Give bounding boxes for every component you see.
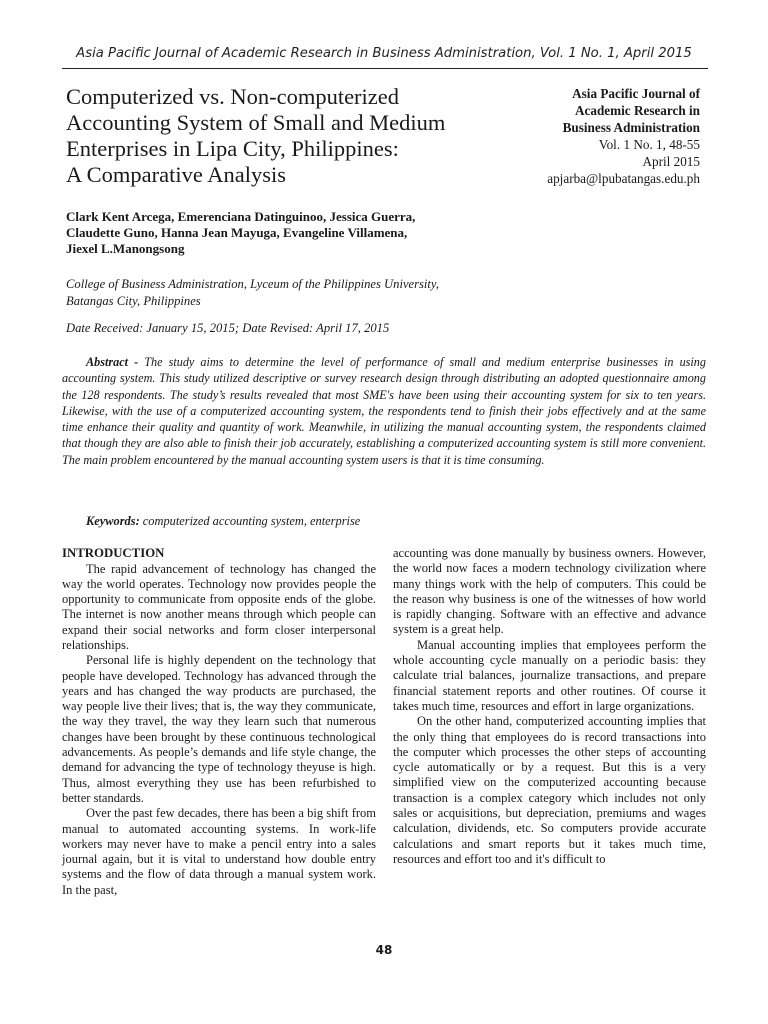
title-line: A Comparative Analysis xyxy=(66,162,286,187)
journal-info xyxy=(460,85,700,187)
article-title xyxy=(66,84,466,188)
left-column xyxy=(62,546,376,898)
keywords-text: computerized accounting system, enterprise xyxy=(139,514,361,528)
page-number: 48 xyxy=(375,943,393,957)
keywords-label: Keywords: xyxy=(86,514,140,528)
body-paragraph: Personal life is highly dependent on the technology that people have developed. Technology has advanced through the years and has changed the way products are purchased, the way people live their lives; that is, the way they communicate, the way they travel, the way they learn such that numerous changes have been brought by these continuous technological advancements. As people’s demands and life style change, the demand for advancing the type of technology theyuse is high. Thus, almost everything they use has been refurbished to better standards. xyxy=(62,653,376,805)
submission-dates: Date Received: January 15, 2015; Date Revised: April 17, 2015 xyxy=(66,321,390,335)
abstract-text: The study aims to determine the level of performance of small and medium enterprise businesses in using accounting system. This study utilized descriptive or survey research design through distributing an adopted questionnaire among the 128 respondents. The study’s results revealed that most SME's have been using their accounting system for six to ten years. Likewise, with the use of a computerized accounting system, the respondents tend to finish their jobs effectively and at the same time enhance their quality and quantity of work. Meanwhile, in utilizing the manual accounting system, the respondents claimed that though they are also able to finish their job accurately, establishing a computerized accounting system is still more convenient. The main problem encountered by the manual accounting system users is that it is time consuming. xyxy=(62,355,706,467)
author-line: Clark Kent Arcega, Emerenciana Datinguinoo, Jessica Guerra, xyxy=(66,209,416,224)
author-line: Claudette Guno, Hanna Jean Mayuga, Evangeline Villamena, xyxy=(66,225,408,240)
author-line: Jiexel L.Manongsong xyxy=(66,241,185,256)
right-column xyxy=(393,546,706,867)
journal-volume: Vol. 1 No. 1, 48-55 xyxy=(598,137,700,152)
affiliation xyxy=(66,276,439,309)
abstract-label: Abstract - xyxy=(86,355,139,369)
keywords xyxy=(86,514,360,529)
journal-name-line: Academic Research in xyxy=(574,103,700,118)
title-line: Computerized vs. Non-computerized xyxy=(66,84,400,109)
body-paragraph: Over the past few decades, there has been a big shift from manual to automated accounting systems. In work-life workers may never have to make a pencil entry into a sales journal again, but it is vital to understand how double entry systems and the flow of data through a manual system work. In the past, xyxy=(62,806,376,897)
journal-date: April 2015 xyxy=(642,154,700,169)
body-paragraph: accounting was done manually by business owners. However, the world now faces a modern technology civilization where many things work with the help of computers. This could be the reason why business is one of the witnesses of how world is rapidly changing. Software with an effective and advance system is a great help. xyxy=(393,546,706,637)
title-line: Enterprises in Lipa City, Philippines: xyxy=(66,136,399,161)
title-line: Accounting System of Small and Medium xyxy=(66,110,446,135)
running-header: Asia Pacific Journal of Academic Research in Business Administration, Vol. 1 No. 1, April 2015 xyxy=(76,46,692,61)
body-paragraph: The rapid advancement of technology has changed the way the world operates. Technology now provides people the opportunity to communicate from opposite ends of the globe. The internet is now another means through which people can expand their social networks and form closer interpersonal relationships. xyxy=(62,561,376,652)
journal-name-line: Asia Pacific Journal of xyxy=(572,86,700,101)
journal-email: apjarba@lpubatangas.edu.ph xyxy=(547,171,700,186)
journal-name-line: Business Administration xyxy=(562,120,700,135)
author-list xyxy=(66,209,486,257)
affiliation-line: Batangas City, Philippines xyxy=(66,293,201,308)
affiliation-line: College of Business Administration, Lyceum of the Philippines University, xyxy=(66,277,439,291)
body-paragraph: On the other hand, computerized accounting implies that the only thing that employees do is record transactions into the computer which processes the other steps of accounting cycle automatically or by a request. But this is a very simplified view on the computerized accounting because transaction is a complex category which includes not only sales or acquisitions, but depreciation, premiums and wages calculation, dividends, etc. So computers provide accurate calculations and smart reports but it takes much time, resources and effort too and it's difficult to xyxy=(393,714,706,866)
abstract xyxy=(62,354,706,468)
header-rule xyxy=(62,68,708,69)
section-heading-introduction: INTRODUCTION xyxy=(62,546,165,560)
body-paragraph: Manual accounting implies that employees perform the whole accounting cycle manually on a periodic basis: they calculate trial balances, journalize transactions, and prepare financial statement reports and other routines. Of course it takes much time, resources and effort in large organizations. xyxy=(393,637,706,713)
